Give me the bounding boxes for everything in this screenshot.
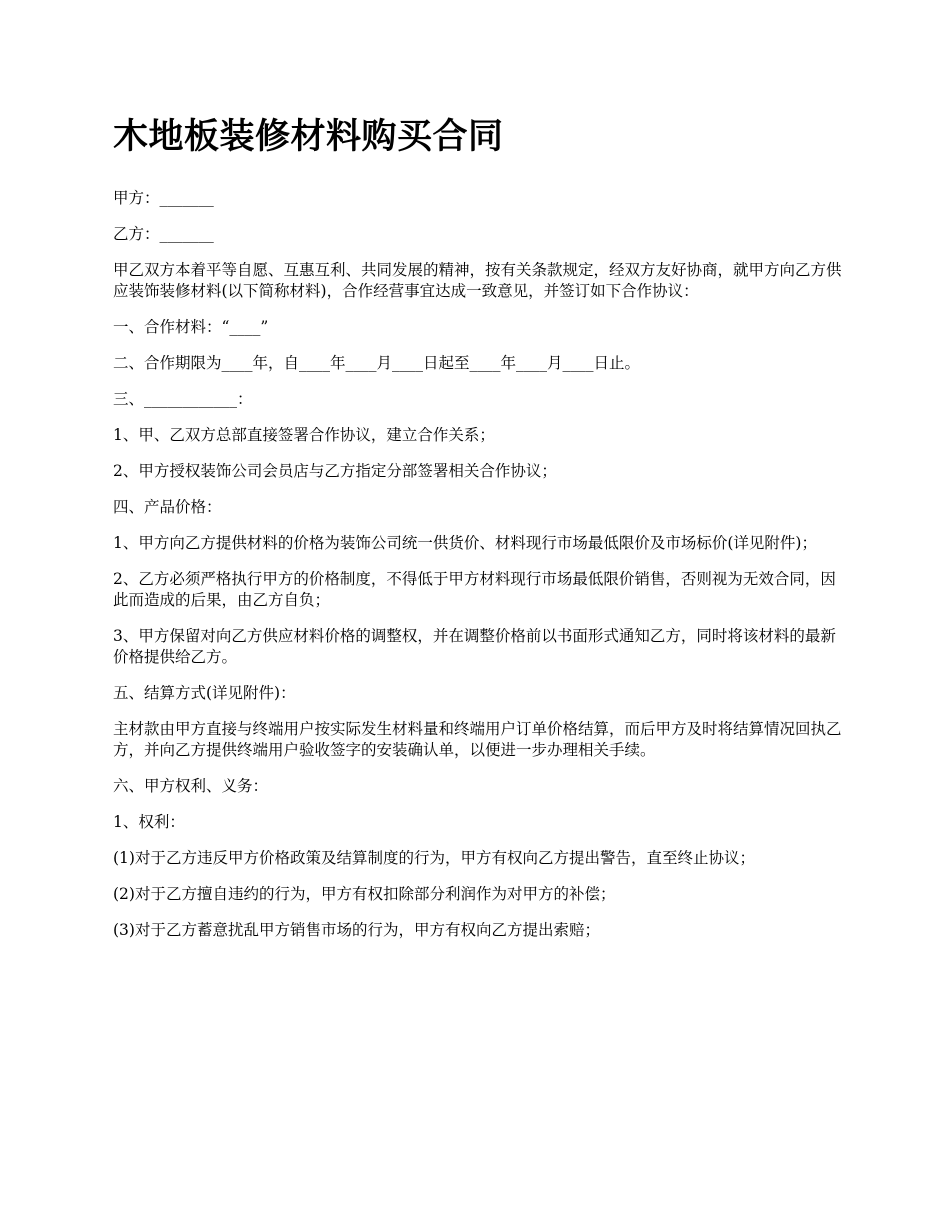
section-3-item-1: 1、甲、乙双方总部直接签署合作协议，建立合作关系； — [113, 426, 495, 444]
section-4-heading: 四、产品价格： — [113, 498, 222, 516]
section-2-cooperation-term: 二、合作期限为____年，自____年____月____日起至____年____月____日止。 — [113, 354, 641, 372]
document-page — [113, 112, 843, 956]
section-6-right-2: (2)对于乙方擅自违约的行为，甲方有权扣除部分利润作为对甲方的补偿； — [113, 885, 616, 903]
preamble-paragraph: 甲乙双方本着平等自愿、互惠互利、共同发展的精神，按有关条款规定，经双方友好协商，就甲方向乙方供应装饰装修材料(以下简称材料)，合作经营事宜达成一致意见，并签订如下合作协议： — [113, 261, 842, 300]
party-b-line: 乙方：_______ — [113, 225, 214, 243]
document-title: 木地板装修材料购买合同 — [113, 117, 504, 157]
section-1-cooperation-materials: 一、合作材料：“____” — [113, 318, 269, 336]
section-3-item-2: 2、甲方授权装饰公司会员店与乙方指定分部签署相关合作协议； — [113, 462, 557, 480]
section-4-item-1: 1、甲方向乙方提供材料的价格为装饰公司统一供货价、材料现行市场最低限价及市场标价(详见附件)； — [113, 534, 817, 552]
section-5-body: 主材款由甲方直接与终端用户按实际发生材料量和终端用户订单价格结算，而后甲方及时将结算情况回执乙方，并向乙方提供终端用户验收签字的安装确认单，以便进一步办理相关手续。 — [113, 720, 842, 759]
section-4-item-2: 2、乙方必须严格执行甲方的价格制度，不得低于甲方材料现行市场最低限价销售，否则视为无效合同，因此而造成的后果，由乙方自负； — [113, 570, 836, 609]
party-a-line: 甲方：_______ — [113, 189, 214, 207]
section-6-rights-heading: 1、权利： — [113, 813, 185, 831]
section-6-heading: 六、甲方权利、义务： — [113, 777, 269, 795]
section-4-item-3: 3、甲方保留对向乙方供应材料价格的调整权，并在调整价格前以书面形式通知乙方，同时将该材料的最新价格提供给乙方。 — [113, 627, 836, 666]
section-5-heading: 五、结算方式(详见附件)： — [113, 684, 296, 702]
section-3-heading: 三、____________： — [113, 390, 253, 408]
section-6-right-1: (1)对于乙方违反甲方价格政策及结算制度的行为，甲方有权向乙方提出警告，直至终止协议； — [113, 849, 755, 867]
section-6-right-3: (3)对于乙方蓄意扰乱甲方销售市场的行为，甲方有权向乙方提出索赔； — [113, 921, 600, 939]
